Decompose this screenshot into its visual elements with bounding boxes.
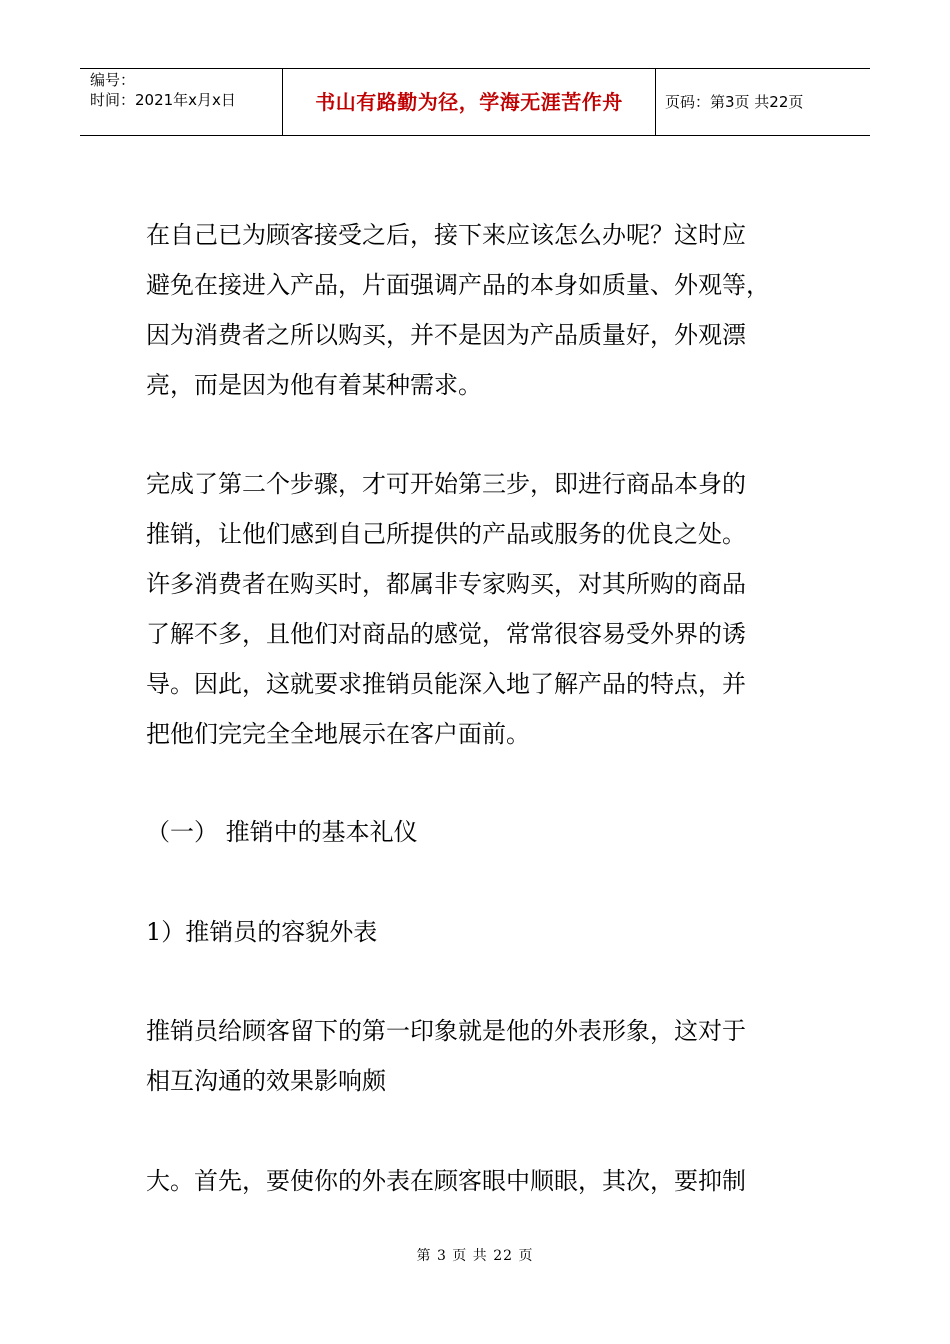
text-line: 大。首先，要使你的外表在顾客眼中顺眼，其次，要抑制 bbox=[146, 1167, 746, 1195]
heading-line: （一） 推销中的基本礼仪 bbox=[146, 818, 418, 846]
subsection-heading bbox=[146, 907, 377, 957]
text-line: 推销员给顾客留下的第一印象就是他的外表形象，这对于 bbox=[146, 1017, 746, 1045]
paragraph-1 bbox=[146, 210, 770, 410]
document-header bbox=[80, 68, 870, 136]
text-line: 完成了第二个步骤，才可开始第三步，即进行商品本身的 bbox=[146, 470, 746, 498]
text-line: 把他们完完全全地展示在客户面前。 bbox=[146, 720, 530, 748]
text-line: 在自己已为顾客接受之后，接下来应该怎么办呢？这时应 bbox=[146, 221, 746, 249]
header-motto: 书山有路勤为径，学海无涯苦作舟 bbox=[283, 69, 656, 135]
text-line: 亮，而是因为他有着某种需求。 bbox=[146, 371, 482, 399]
text-line: 许多消费者在购买时，都属非专家购买，对其所购的商品 bbox=[146, 570, 746, 598]
text-line: 推销，让他们感到自己所提供的产品或服务的优良之处。 bbox=[146, 520, 746, 548]
heading-line: 1）推销员的容貌外表 bbox=[146, 918, 378, 946]
document-date: 时间：2021年x月x日 bbox=[90, 91, 236, 109]
header-page-info: 页码：第3页 共22页 bbox=[665, 93, 804, 111]
header-meta-cell bbox=[80, 69, 283, 135]
text-line: 了解不多，且他们对商品的感觉，常常很容易受外界的诱 bbox=[146, 620, 746, 648]
page-footer: 第 3 页 共 22 页 bbox=[416, 1248, 534, 1264]
section-heading bbox=[146, 807, 418, 857]
text-line: 相互沟通的效果影响颇 bbox=[146, 1067, 386, 1095]
paragraph-2 bbox=[146, 459, 746, 759]
text-line: 因为消费者之所以购买，并不是因为产品质量好，外观漂 bbox=[146, 321, 746, 349]
document-number-label: 编号： bbox=[90, 71, 136, 89]
text-line: 避免在接进入产品，片面强调产品的本身如质量、外观等， bbox=[146, 271, 770, 299]
text-line: 导。因此，这就要求推销员能深入地了解产品的特点，并 bbox=[146, 670, 746, 698]
paragraph-4 bbox=[146, 1156, 746, 1206]
paragraph-3 bbox=[146, 1006, 746, 1106]
